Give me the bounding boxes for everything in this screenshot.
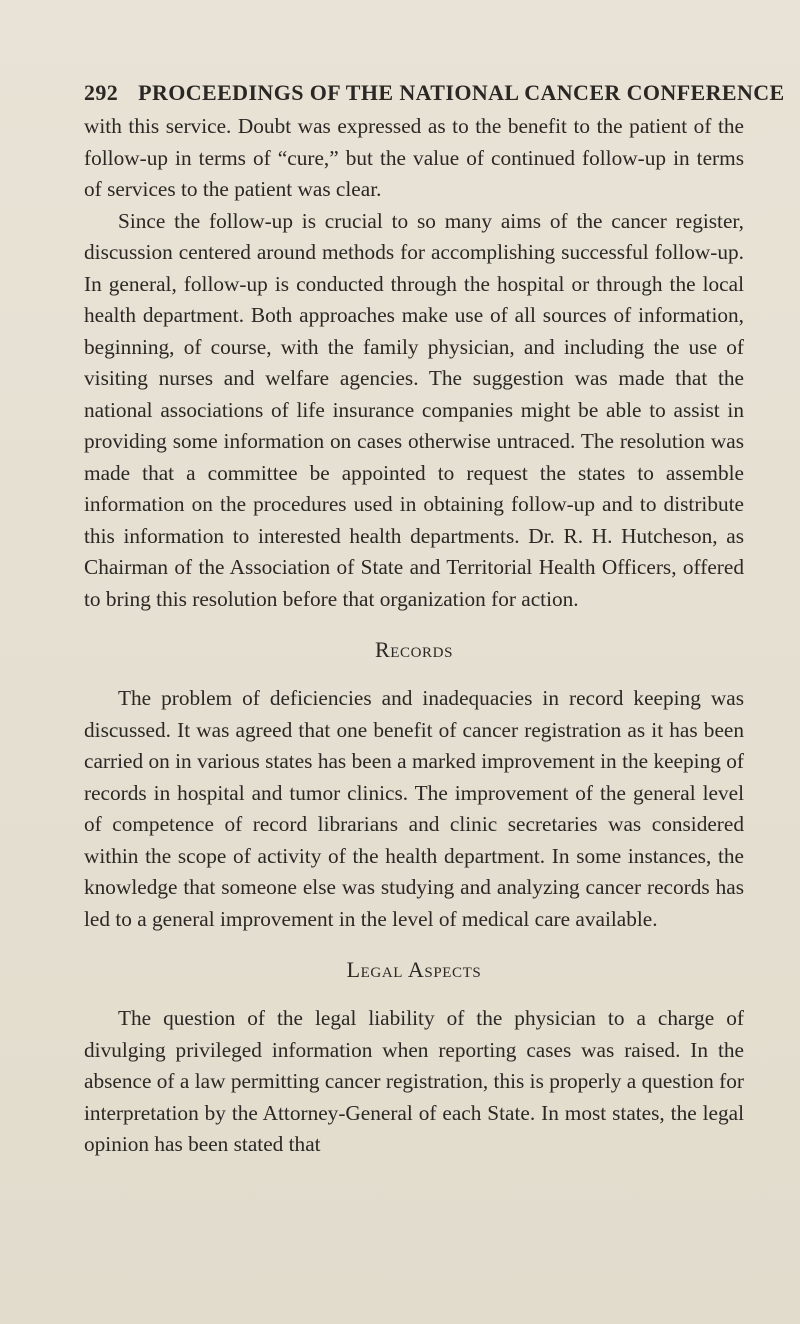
- paragraph-records: The problem of deficiencies and inadequacies in record keeping was discussed. It was agreed that one benefit of cancer registration as it has been carried on in various states has been a marked improvement in the keeping of records in hospital and tumor clinics. The improvement of the general level of competence of record librarians and clinic secretaries was considered within the scope of activity of the health department. In some instances, the knowledge that someone else was studying and analyzing cancer records has led to a general improvement in the level of medical care available.: [84, 686, 744, 931]
- running-header: [84, 79, 785, 107]
- running-title: PROCEEDINGS OF THE NATIONAL CANCER CONFERENCE: [138, 80, 785, 105]
- section-heading-legal-aspects: Legal Aspects: [346, 957, 482, 982]
- paragraph-follow-up-continued: with this service. Doubt was expressed as to the benefit to the patient of the follow-up in terms of “cure,” but the value of continued follow-up in terms of services to the patient was clear.: [84, 114, 744, 201]
- section-heading-records: Records: [374, 637, 454, 662]
- page-number: 292: [84, 80, 119, 105]
- paragraph-legal-aspects: The question of the legal liability of the physician to a charge of divulging privileged information when reporting cases was raised. In the absence of a law permitting cancer registration, this is properly a question for interpretation by the Attorney-General of each State. In most states, the legal opinion has been stated that: [84, 1006, 744, 1156]
- paragraph-follow-up-methods: Since the follow-up is crucial to so many aims of the cancer register, discussion centered around methods for accomplishing successful follow-up. In general, follow-up is conducted through the hospital or through the local health department. Both approaches make use of all sources of information, beginning, of course, with the family physician, and including the use of visiting nurses and welfare agencies. The suggestion was made that the national associations of life insurance companies might be able to assist in providing some information on cases otherwise untraced. The resolution was made that a committee be appointed to request the states to assemble information on the procedures used in obtaining follow-up and to distribute this information to interested health departments. Dr. R. H. Hutcheson, as Chairman of the Association of State and Territorial Health Officers, offered to bring this resolution before that organization for action.: [84, 208, 744, 611]
- body-text: [84, 111, 744, 1161]
